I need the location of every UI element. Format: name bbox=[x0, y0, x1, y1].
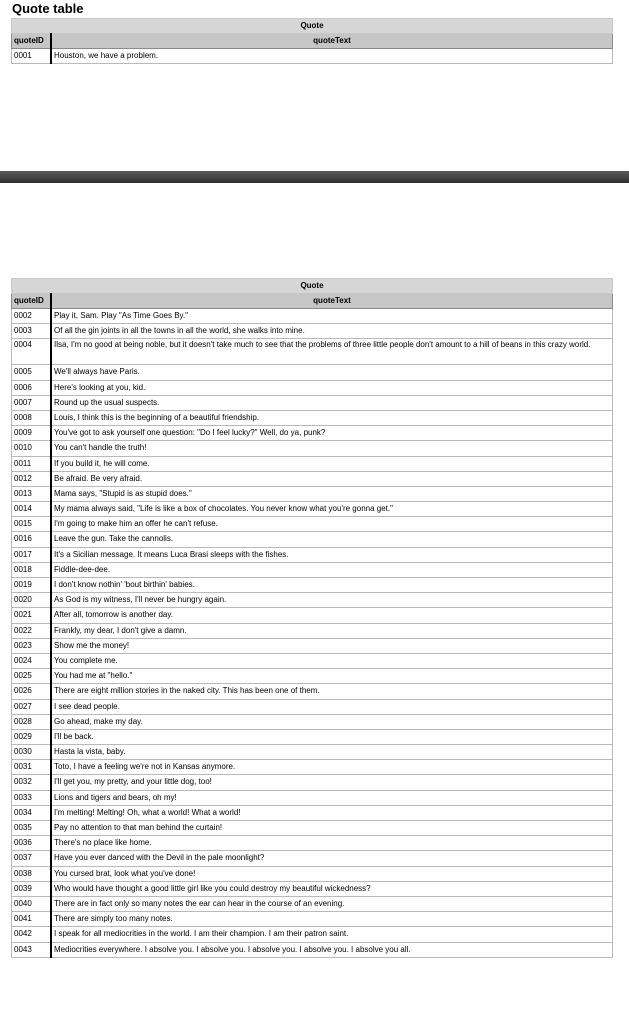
table-row[interactable] bbox=[12, 714, 613, 729]
quote-text-cell[interactable]: Fiddle-dee-dee. bbox=[51, 562, 613, 577]
table-row[interactable] bbox=[12, 517, 613, 532]
quote-text-cell[interactable]: You can't handle the truth! bbox=[51, 441, 613, 456]
quote-id-cell[interactable]: 0042 bbox=[12, 927, 52, 942]
quote-id-cell[interactable]: 0031 bbox=[12, 760, 52, 775]
table-row[interactable] bbox=[12, 653, 613, 668]
table-row[interactable] bbox=[12, 395, 613, 410]
quote-text-cell[interactable]: Go ahead, make my day. bbox=[51, 714, 613, 729]
quote-text-cell[interactable]: Show me the money! bbox=[51, 638, 613, 653]
quote-text-cell[interactable]: Who would have thought a good little girl like you could destroy my beautiful wickedness? bbox=[51, 881, 613, 896]
table-row[interactable] bbox=[12, 729, 613, 744]
quote-id-cell[interactable]: 0024 bbox=[12, 653, 52, 668]
quote-text-cell[interactable]: Houston, we have a problem. bbox=[51, 49, 613, 64]
table-row[interactable] bbox=[12, 410, 613, 425]
quote-id-cell[interactable]: 0030 bbox=[12, 745, 52, 760]
quote-text-cell[interactable]: Lions and tigers and bears, oh my! bbox=[51, 790, 613, 805]
quote-id-cell[interactable]: 0017 bbox=[12, 547, 52, 562]
table-row[interactable] bbox=[12, 699, 613, 714]
quote-id-cell[interactable]: 0021 bbox=[12, 608, 52, 623]
table-body bbox=[12, 309, 613, 958]
table-row[interactable] bbox=[12, 866, 613, 881]
quote-text-cell[interactable]: Round up the usual suspects. bbox=[51, 395, 613, 410]
column-header-quotetext[interactable]: quoteText bbox=[51, 294, 613, 309]
table-caption-row bbox=[12, 279, 613, 294]
quote-table-1 bbox=[11, 18, 613, 64]
header-row bbox=[12, 34, 613, 49]
table-row[interactable] bbox=[12, 486, 613, 501]
quote-text-cell[interactable]: I'm melting! Melting! Oh, what a world! What a world! bbox=[51, 805, 613, 820]
quote-id-cell[interactable]: 0028 bbox=[12, 714, 52, 729]
quote-text-cell[interactable]: I see dead people. bbox=[51, 699, 613, 714]
table-row[interactable] bbox=[12, 638, 613, 653]
quote-text-cell[interactable]: There are in fact only so many notes the ear can hear in the course of an evening. bbox=[51, 896, 613, 911]
quote-id-cell[interactable]: 0020 bbox=[12, 593, 52, 608]
header-row bbox=[12, 294, 613, 309]
quote-id-cell[interactable]: 0013 bbox=[12, 486, 52, 501]
table-row[interactable] bbox=[12, 471, 613, 486]
quote-text-cell[interactable]: Pay no attention to that man behind the curtain! bbox=[51, 821, 613, 836]
quote-text-cell[interactable]: I speak for all mediocrities in the world. I am their champion. I am their patron saint. bbox=[51, 927, 613, 942]
quote-text-cell[interactable]: There's no place like home. bbox=[51, 836, 613, 851]
quote-text-cell[interactable]: Frankly, my dear, I don't give a damn. bbox=[51, 623, 613, 638]
quote-text-cell[interactable]: Play it, Sam. Play "As Time Goes By." bbox=[51, 309, 613, 324]
quote-id-cell[interactable]: 0026 bbox=[12, 684, 52, 699]
quote-text-cell[interactable]: I don't know nothin' 'bout birthin' babies. bbox=[51, 578, 613, 593]
quote-id-cell[interactable]: 0022 bbox=[12, 623, 52, 638]
table-row[interactable] bbox=[12, 456, 613, 471]
table-row[interactable] bbox=[12, 836, 613, 851]
quote-text-cell[interactable]: Mama says, "Stupid is as stupid does." bbox=[51, 486, 613, 501]
table-body bbox=[12, 49, 613, 64]
quote-id-cell[interactable]: 0015 bbox=[12, 517, 52, 532]
quote-text-cell[interactable]: Toto, I have a feeling we're not in Kansas anymore. bbox=[51, 760, 613, 775]
quote-id-cell[interactable]: 0032 bbox=[12, 775, 52, 790]
table-row[interactable] bbox=[12, 851, 613, 866]
quote-text-cell[interactable]: Here's looking at you, kid. bbox=[51, 380, 613, 395]
quote-id-cell[interactable]: 0006 bbox=[12, 380, 52, 395]
quote-text-cell[interactable]: It's a Sicilian message. It means Luca Brasi sleeps with the fishes. bbox=[51, 547, 613, 562]
quote-id-cell[interactable]: 0029 bbox=[12, 729, 52, 744]
quote-id-cell[interactable]: 0033 bbox=[12, 790, 52, 805]
quote-text-cell[interactable]: You cursed brat, look what you've done! bbox=[51, 866, 613, 881]
table-row[interactable] bbox=[12, 547, 613, 562]
quote-id-cell[interactable]: 0009 bbox=[12, 426, 52, 441]
table-row[interactable] bbox=[12, 608, 613, 623]
table-row[interactable] bbox=[12, 380, 613, 395]
table-row[interactable] bbox=[12, 365, 613, 380]
quote-table-2 bbox=[11, 278, 613, 958]
table-row[interactable] bbox=[12, 593, 613, 608]
quote-text-cell[interactable]: I'll get you, my pretty, and your little dog, too! bbox=[51, 775, 613, 790]
quote-text-cell[interactable]: I'm going to make him an offer he can't refuse. bbox=[51, 517, 613, 532]
table-row[interactable] bbox=[12, 669, 613, 684]
window-divider bbox=[0, 171, 629, 183]
quote-text-cell[interactable]: We'll always have Paris. bbox=[51, 365, 613, 380]
table-caption-row bbox=[12, 19, 613, 34]
quote-id-cell[interactable]: 0018 bbox=[12, 562, 52, 577]
table-row[interactable] bbox=[12, 881, 613, 896]
table-row[interactable] bbox=[12, 324, 613, 339]
quote-id-cell[interactable]: 0004 bbox=[12, 339, 52, 365]
table-row[interactable] bbox=[12, 578, 613, 593]
table-row[interactable] bbox=[12, 821, 613, 836]
quote-text-cell[interactable]: Be afraid. Be very afraid. bbox=[51, 471, 613, 486]
quote-id-cell[interactable]: 0043 bbox=[12, 942, 52, 957]
quote-text-cell[interactable]: Of all the gin joints in all the towns in all the world, she walks into mine. bbox=[51, 324, 613, 339]
quote-id-cell[interactable]: 0027 bbox=[12, 699, 52, 714]
quote-id-cell[interactable]: 0016 bbox=[12, 532, 52, 547]
quote-text-cell[interactable]: My mama always said, "Life is like a box of chocolates. You never know what you're gonna get." bbox=[51, 502, 613, 517]
quote-text-cell[interactable]: Mediocrities everywhere. I absolve you. I absolve you. I absolve you. I absolve you. I absolve you all. bbox=[51, 942, 613, 957]
table-row[interactable] bbox=[12, 805, 613, 820]
table-row[interactable] bbox=[12, 49, 613, 64]
table-row[interactable] bbox=[12, 426, 613, 441]
quote-text-cell[interactable]: There are simply too many notes. bbox=[51, 912, 613, 927]
quote-id-cell[interactable]: 0036 bbox=[12, 836, 52, 851]
table-row[interactable] bbox=[12, 927, 613, 942]
quote-id-cell[interactable]: 0041 bbox=[12, 912, 52, 927]
quote-text-cell[interactable]: You had me at "hello." bbox=[51, 669, 613, 684]
column-header-quoteid[interactable]: quoteID bbox=[12, 34, 52, 49]
quote-text-cell[interactable]: Hasta la vista, baby. bbox=[51, 745, 613, 760]
table-row[interactable] bbox=[12, 502, 613, 517]
quote-text-cell[interactable]: Leave the gun. Take the cannolis. bbox=[51, 532, 613, 547]
column-header-quoteid[interactable]: quoteID bbox=[12, 294, 52, 309]
quote-text-cell[interactable]: Louis, I think this is the beginning of a beautiful friendship. bbox=[51, 410, 613, 425]
quote-text-cell[interactable]: After all, tomorrow is another day. bbox=[51, 608, 613, 623]
table-row[interactable] bbox=[12, 775, 613, 790]
table-row[interactable] bbox=[12, 790, 613, 805]
quote-id-cell[interactable]: 0007 bbox=[12, 395, 52, 410]
quote-id-cell[interactable]: 0019 bbox=[12, 578, 52, 593]
page-title: Quote table bbox=[12, 1, 84, 16]
column-header-quotetext[interactable]: quoteText bbox=[51, 34, 613, 49]
quote-text-cell[interactable]: As God is my witness, I'll never be hungry again. bbox=[51, 593, 613, 608]
quote-id-cell[interactable]: 0038 bbox=[12, 866, 52, 881]
quote-id-cell[interactable]: 0012 bbox=[12, 471, 52, 486]
quote-id-cell[interactable]: 0040 bbox=[12, 896, 52, 911]
table-row[interactable] bbox=[12, 562, 613, 577]
quote-id-cell[interactable]: 0034 bbox=[12, 805, 52, 820]
quote-id-cell[interactable]: 0039 bbox=[12, 881, 52, 896]
quote-id-cell[interactable]: 0011 bbox=[12, 456, 52, 471]
quote-id-cell[interactable]: 0001 bbox=[12, 49, 52, 64]
quote-id-cell[interactable]: 0010 bbox=[12, 441, 52, 456]
quote-id-cell[interactable]: 0025 bbox=[12, 669, 52, 684]
table-caption: Quote bbox=[12, 19, 613, 34]
quote-text-cell[interactable]: Have you ever danced with the Devil in the pale moonlight? bbox=[51, 851, 613, 866]
table-caption: Quote bbox=[12, 279, 613, 294]
quote-id-cell[interactable]: 0023 bbox=[12, 638, 52, 653]
table-row[interactable] bbox=[12, 309, 613, 324]
table-row[interactable] bbox=[12, 623, 613, 638]
quote-id-cell[interactable]: 0008 bbox=[12, 410, 52, 425]
table-row[interactable] bbox=[12, 896, 613, 911]
quote-id-cell[interactable]: 0003 bbox=[12, 324, 52, 339]
table-row[interactable] bbox=[12, 441, 613, 456]
table-row[interactable] bbox=[12, 760, 613, 775]
quote-text-cell[interactable]: I'll be back. bbox=[51, 729, 613, 744]
quote-id-cell[interactable]: 0035 bbox=[12, 821, 52, 836]
quote-id-cell[interactable]: 0037 bbox=[12, 851, 52, 866]
quote-id-cell[interactable]: 0002 bbox=[12, 309, 52, 324]
quote-text-cell[interactable]: Ilsa, I'm no good at being noble, but it doesn't take much to see that the problems of three little people don't amount to a hill of beans in this crazy world. bbox=[51, 339, 613, 365]
quote-id-cell[interactable]: 0005 bbox=[12, 365, 52, 380]
quote-id-cell[interactable]: 0014 bbox=[12, 502, 52, 517]
quote-text-cell[interactable]: You've got to ask yourself one question: "Do I feel lucky?" Well, do ya, punk? bbox=[51, 426, 613, 441]
table-row[interactable] bbox=[12, 339, 613, 365]
table-row[interactable] bbox=[12, 942, 613, 957]
table-row[interactable] bbox=[12, 532, 613, 547]
table-row[interactable] bbox=[12, 684, 613, 699]
quote-text-cell[interactable]: There are eight million stories in the naked city. This has been one of them. bbox=[51, 684, 613, 699]
table-row[interactable] bbox=[12, 745, 613, 760]
table-row[interactable] bbox=[12, 912, 613, 927]
quote-text-cell[interactable]: You complete me. bbox=[51, 653, 613, 668]
quote-text-cell[interactable]: If you build it, he will come. bbox=[51, 456, 613, 471]
